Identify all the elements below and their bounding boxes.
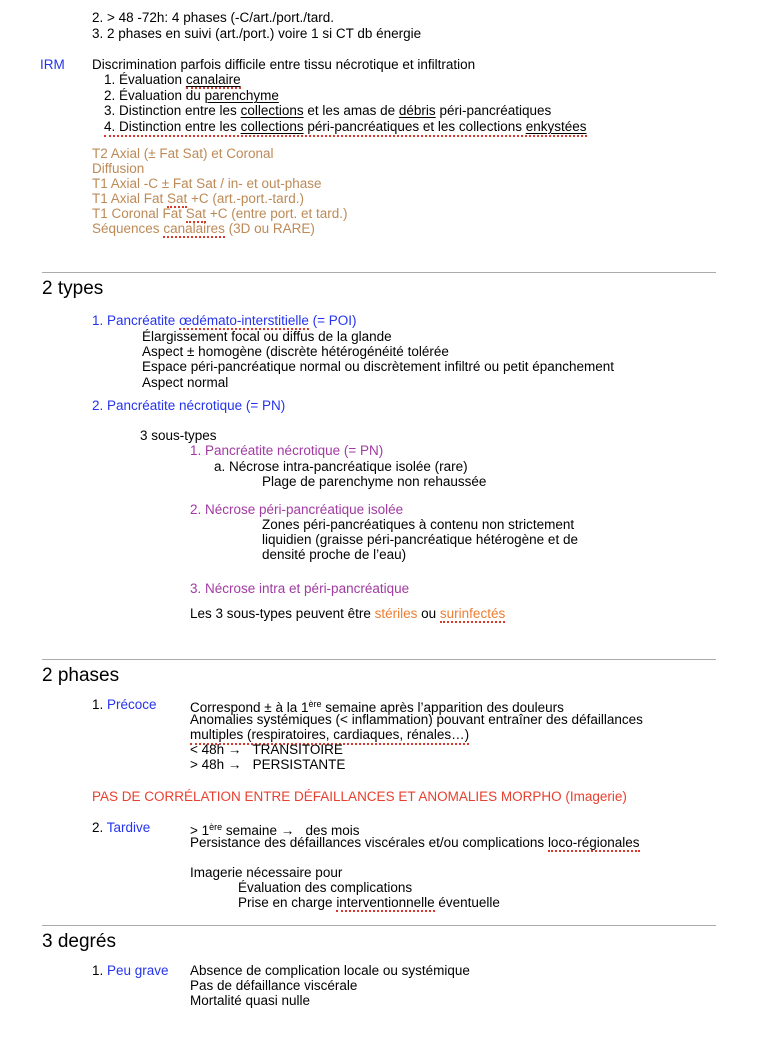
text-line: [40, 57, 65, 72]
text-segment: < 48h → TRANSITOIRE: [190, 742, 343, 757]
text-segment: T1 Axial -C ± Fat Sat / in- et out-phase: [92, 176, 322, 191]
text-segment: Absence de complication locale ou systémique: [190, 963, 470, 978]
text-segment: Zones péri-pancréatiques à contenu non strictement: [262, 517, 575, 532]
text-line: [92, 963, 169, 978]
text-segment: multiples (respiratoires, cardiaques, rénales…): [190, 727, 470, 742]
text-segment: Peu grave: [107, 963, 169, 978]
text-line: [142, 375, 228, 390]
section-heading: [42, 665, 119, 687]
text-segment: +C (entre port. et tard.): [206, 206, 348, 221]
text-segment: Évaluation des complications: [238, 880, 413, 895]
text-segment: Élargissement focal ou diffus de la glande: [142, 329, 392, 344]
text-segment: collections: [240, 119, 304, 134]
text-segment: 4. Distinction entre les: [104, 119, 241, 134]
text-line: [92, 161, 144, 176]
text-segment: 1.: [92, 963, 108, 978]
text-segment: surinfectés: [439, 606, 506, 621]
text-segment: PAS DE CORRÉLATION ENTRE DÉFAILLANCES ET ANOMALIES MORPHO (Imagerie): [92, 789, 627, 804]
text-segment: 2. > 48 -72h: 4 phases (-C/art./port./tard.: [92, 10, 334, 25]
text-segment: (= POI): [308, 313, 357, 328]
text-segment: ère: [209, 822, 223, 832]
text-segment: (3D ou RARE): [224, 221, 315, 236]
text-segment: canalaire: [185, 72, 241, 87]
text-segment: Prise en charge: [238, 895, 337, 910]
text-line: [190, 978, 357, 993]
text-line: [262, 532, 578, 547]
text-segment: densité proche de l’eau): [262, 547, 407, 562]
text-segment: œdémato-interstitielle: [179, 313, 309, 328]
text-segment: Espace péri-pancréatique normal ou discrètement infiltré ou petit épanchement: [142, 359, 615, 374]
text-segment: collections: [240, 103, 304, 118]
text-segment: 1. Pancréatite: [92, 313, 180, 328]
text-line: [142, 329, 392, 344]
text-segment: semaine → des mois: [222, 823, 360, 838]
text-segment: stériles: [374, 606, 418, 621]
text-line: [92, 176, 322, 191]
text-segment: T2 Axial (± Fat Sat) et Coronal: [92, 146, 274, 161]
text-segment: Sat: [185, 206, 207, 221]
text-segment: T1 Axial Fat: [92, 191, 168, 206]
text-segment: a. Nécrose intra-pancréatique isolée (rare): [214, 459, 468, 474]
text-line: [92, 26, 421, 41]
text-line: [238, 895, 500, 910]
text-line: [92, 57, 475, 72]
text-line: [104, 88, 279, 103]
text-segment: > 48h → PERSISTANTE: [190, 757, 346, 772]
text-segment: Persistance des défaillances viscérales et/ou complications: [190, 835, 548, 850]
text-line: [92, 820, 150, 835]
text-line: [92, 191, 304, 206]
text-segment: Plage de parenchyme non rehaussée: [262, 474, 487, 489]
text-line: [142, 359, 614, 374]
text-segment: Tardive: [106, 820, 151, 835]
text-segment: liquidien (graisse péri-pancréatique hétérogène et de: [262, 532, 578, 547]
text-segment: et les amas de: [303, 103, 399, 118]
text-segment: > 1: [190, 823, 210, 838]
text-line: [262, 547, 406, 562]
text-segment: 1. Évaluation: [104, 72, 186, 87]
text-segment: enkystées: [525, 119, 587, 134]
text-line: [92, 10, 334, 25]
text-segment: Les 3 sous-types peuvent être: [190, 606, 375, 621]
text-segment: 2 types: [42, 278, 104, 299]
section-divider: [42, 659, 716, 660]
text-segment: T1 Coronal Fat: [92, 206, 186, 221]
section-divider: [42, 925, 716, 926]
text-segment: Précoce: [107, 697, 157, 712]
text-line: [190, 606, 505, 621]
text-segment: 2 phases: [42, 665, 120, 686]
text-segment: 3. 2 phases en suivi (art./port.) voire 1 si CT db énergie: [92, 26, 422, 41]
text-segment: Sat: [167, 191, 188, 206]
text-line: [190, 502, 403, 517]
text-segment: 3. Nécrose intra et péri-pancréatique: [190, 581, 410, 596]
text-segment: 2. Nécrose péri-pancréatique isolée: [190, 502, 404, 517]
text-line: [190, 865, 342, 880]
text-line: [190, 757, 345, 772]
text-segment: 3 sous-types: [140, 428, 217, 443]
text-line: [92, 313, 357, 328]
text-line: [92, 146, 273, 161]
text-segment: Séquences: [92, 221, 164, 236]
text-line: [190, 712, 643, 727]
text-segment: Discrimination parfois difficile entre tissu nécrotique et infiltration: [92, 57, 476, 72]
section-heading: [42, 931, 116, 953]
text-segment: parenchyme: [204, 88, 279, 103]
text-segment: 3. Distinction entre les: [104, 103, 241, 118]
text-line: [104, 72, 241, 87]
text-line: [190, 443, 383, 458]
text-segment: 3 degrés: [42, 931, 116, 952]
text-line: [238, 880, 412, 895]
text-line: [104, 103, 551, 118]
text-segment: +C (art.-port.-tard.): [187, 191, 304, 206]
text-segment: semaine après l’apparition des douleurs: [321, 700, 564, 715]
text-segment: péri-pancréatiques et les collections: [303, 119, 526, 134]
text-line: [190, 993, 310, 1008]
text-segment: ou: [417, 606, 440, 621]
text-line: [92, 398, 285, 413]
text-segment: Aspect normal: [142, 375, 229, 390]
text-line: [142, 344, 449, 359]
text-segment: interventionnelle: [336, 895, 435, 910]
text-segment: ère: [308, 699, 322, 709]
section-heading: [42, 278, 103, 300]
text-line: [190, 963, 470, 978]
text-line: [214, 459, 468, 474]
text-segment: débris: [398, 103, 436, 118]
text-segment: loco-régionales: [547, 835, 640, 850]
text-line: [92, 789, 627, 804]
text-line: [262, 517, 574, 532]
text-segment: Mortalité quasi nulle: [190, 993, 311, 1008]
text-segment: Aspect ± homogène (discrète hétérogénéité tolérée: [142, 344, 449, 359]
text-line: [262, 474, 486, 489]
text-segment: 1. Pancréatite nécrotique (= PN): [190, 443, 384, 458]
text-line: [190, 835, 640, 850]
text-segment: canalaires: [163, 221, 225, 236]
text-segment: Pas de défaillance viscérale: [190, 978, 358, 993]
text-line: [104, 119, 587, 137]
text-segment: 1.: [92, 697, 108, 712]
text-line: [140, 428, 217, 443]
text-segment: Diffusion: [92, 161, 145, 176]
text-segment: péri-pancréatiques: [435, 103, 552, 118]
text-segment: Imagerie nécessaire pour: [190, 865, 343, 880]
section-divider: [42, 272, 716, 273]
text-line: [92, 221, 315, 236]
text-segment: 2.: [92, 820, 107, 835]
text-segment: Correspond ± à la 1: [190, 700, 309, 715]
text-line: [190, 581, 409, 596]
text-segment: 2. Évaluation du: [104, 88, 205, 103]
text-segment: Anomalies systémiques (< inflammation) pouvant entraîner des défaillances: [190, 712, 643, 727]
text-segment: 2. Pancréatite nécrotique (= PN): [92, 398, 286, 413]
text-segment: éventuelle: [434, 895, 500, 910]
text-segment: IRM: [40, 57, 65, 72]
text-line: [92, 697, 157, 712]
text-line: [190, 742, 343, 757]
text-line: [92, 206, 348, 221]
